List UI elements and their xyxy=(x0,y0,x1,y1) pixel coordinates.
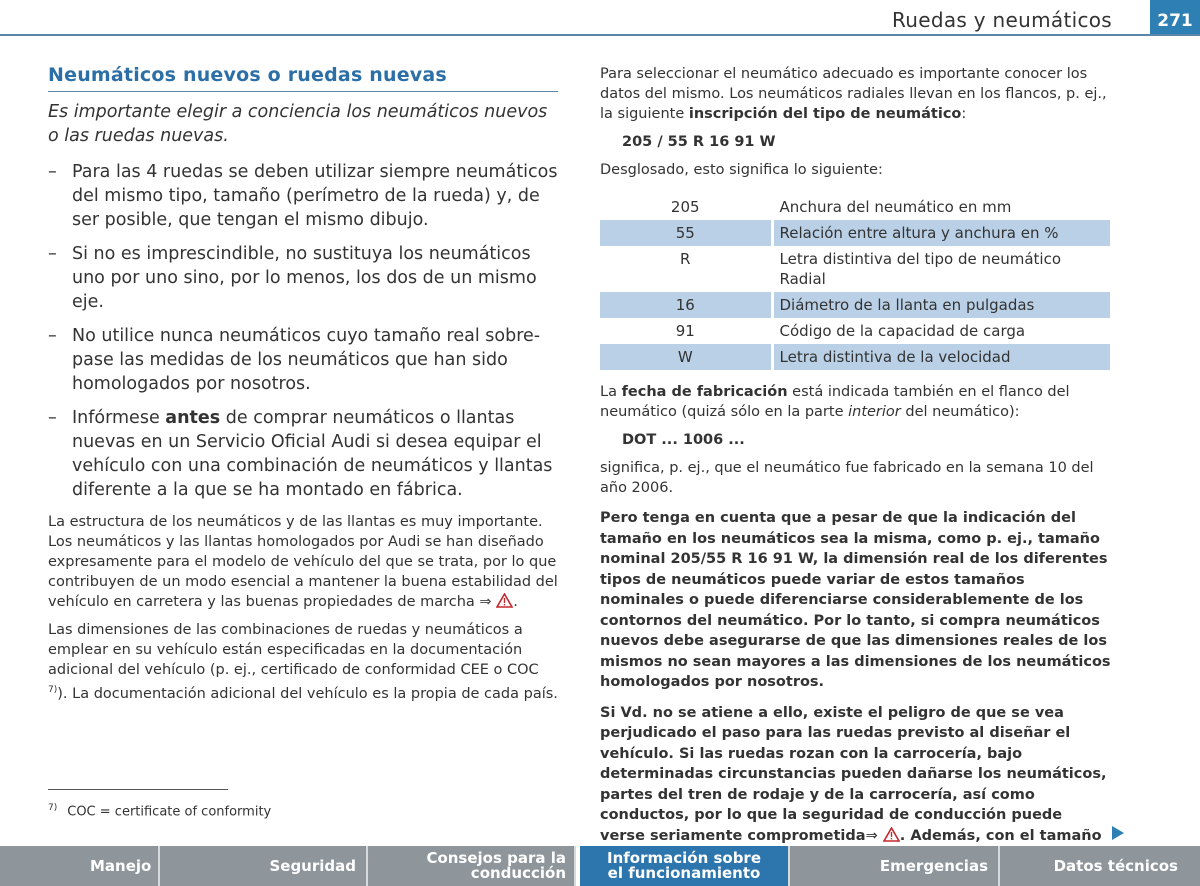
list-item-text: de comprar neumáticos o llantas nuevas en un Servicio Oficial Audi si desea equipar el vehículo con una combinación de neumáticos y llantas diferente a la que se ha montado en fábrica. xyxy=(72,408,553,500)
paragraph-italic: interior xyxy=(848,404,901,420)
header-rule xyxy=(0,34,1200,36)
list-item: – No utilice nunca neumáticos cuyo tamaño real sobrepase las medidas de los neumáticos que han sido homologados por nosotros. xyxy=(48,324,558,396)
nav-tab-manejo[interactable]: Manejo xyxy=(0,846,160,886)
dimensions-paragraph xyxy=(48,620,558,704)
table-meaning-cell: Anchura del neumático en mm xyxy=(772,194,1110,220)
dot-explanation: significa, p. ej., que el neumático fue fabricado en la semana 10 del año 2006. xyxy=(600,460,1094,496)
table-meaning-cell: Código de la capacidad de carga xyxy=(772,318,1110,344)
nav-tab-consejos[interactable]: Consejos para la conducción xyxy=(368,846,576,886)
size-warning-paragraph: Pero tenga en cuenta que a pesar de que la indicación del tamaño en los neumáticos sea la misma, como p. ej., tamaño nominal 205/55 R 16 91 W, la dimensión real de los diferentes tipos de neumáticos puede variar de estos tamaños nominales o puede diferenciarse considerablemente de los contornos del neumático. Por lo tanto, si compra neumáticos nuevos debe asegurarse de que las dimensiones reales de los mismos no sean mayores a las dimensiones de los neumáticos homologados por nosotros. xyxy=(600,510,1111,690)
paragraph-text: del neumático): xyxy=(900,404,1020,420)
footnote-mark: 7) xyxy=(48,803,58,813)
section-intro: Es importante elegir a conciencia los neumáticos nuevos o las ruedas nuevas. xyxy=(48,102,548,146)
tire-code: 205 / 55 R 16 91 W xyxy=(622,134,776,150)
nav-tab-seguridad[interactable]: Seguridad xyxy=(160,846,368,886)
paragraph-text: . Además, con el tamaño xyxy=(899,827,1102,844)
table-row xyxy=(600,344,1110,370)
table-code-cell: 55 xyxy=(600,220,772,246)
paragraph-text: Las dimensiones de las combinaciones de ruedas y neumáticos a emplear en su vehículo están especificadas en la documentación adicional del vehículo (p. ej., certificado de conformidad CEE o COC xyxy=(48,622,539,678)
nav-tab-emergencias[interactable]: Emergencias xyxy=(790,846,1000,886)
warning-icon xyxy=(496,593,513,608)
paragraph-text: está indicada también en el flanco del neumático (quizá sólo en la parte xyxy=(600,384,1070,420)
nav-tab-label: Información sobre el funcionamiento xyxy=(606,849,762,882)
table-code-cell: 16 xyxy=(600,292,772,318)
footnote xyxy=(48,803,271,819)
chapter-nav xyxy=(0,846,1200,886)
continue-arrow-icon xyxy=(1112,826,1124,840)
paragraph-text: La xyxy=(600,384,622,400)
table-meaning-cell: Diámetro de la llanta en pulgadas xyxy=(772,292,1110,318)
paragraph-text: ). La documentación adicional del vehículo es la propia de cada país. xyxy=(57,685,558,702)
tire-data-paragraph xyxy=(600,64,1112,124)
advice-list xyxy=(48,160,558,502)
running-header-title: Ruedas y neumáticos xyxy=(891,8,1112,32)
reference-arrow: ⇒ xyxy=(865,827,878,844)
page-number-badge: 271 xyxy=(1150,0,1200,36)
table-row xyxy=(600,246,1110,292)
warning-icon xyxy=(883,827,900,842)
list-item xyxy=(48,406,558,502)
paragraph-text: La estructura de los neumáticos y de las llantas es muy importante. Los neumáticos y las llantas homologados por Audi se han diseñado expresamente para el modelo de vehículo del que se trata, por lo que contribuyen de un modo esencial a mantener la buena estabilidad del vehículo en carretera y las buenas propiedades de marcha xyxy=(48,514,558,610)
table-code-cell: 91 xyxy=(675,322,695,340)
table-row xyxy=(600,194,1110,220)
clearance-warning-paragraph xyxy=(600,703,1112,847)
footnote-divider xyxy=(48,789,228,790)
paragraph-emphasis: fecha de fabricación xyxy=(621,384,788,400)
section-title: Neumáticos nuevos o ruedas nuevas xyxy=(48,64,558,92)
table-code-cell: R xyxy=(680,250,691,268)
paragraph-emphasis: inscripción del tipo de neumático xyxy=(688,106,962,122)
dot-code: DOT ... 1006 ... xyxy=(622,432,745,448)
table-row xyxy=(600,220,1110,246)
list-item-text: Infórmese xyxy=(72,408,166,428)
table-meaning-cell: Letra distintiva del tipo de neumático Radial xyxy=(772,246,1110,292)
list-item: – Si no es imprescindible, no sustituya los neumáticos uno por uno sino, por lo menos, los dos de un mismo eje. xyxy=(48,242,558,314)
breakdown-intro: Desglosado, esto significa lo siguiente: xyxy=(600,162,883,178)
table-code-cell: W xyxy=(600,344,772,370)
table-meaning-cell: Relación entre altura y anchura en % xyxy=(772,220,1110,246)
paragraph-text: Si Vd. no se atiene a ello, existe el peligro de que se vea perjudicado el paso para las ruedas previsto al diseñar el vehículo. Si las ruedas rozan con la carrocería, bajo determinadas circunstancias pueden dañarse los neumáticos, partes del tren de rodaje y de la carrocería, así como conductos, por lo que la seguridad de conducción puede verse seriamente comprometida xyxy=(600,704,1107,844)
table-code-cell: 205 xyxy=(670,198,700,216)
footnote-text: COC = certificate of conformity xyxy=(67,804,272,820)
list-item: – Para las 4 ruedas se deben utilizar siempre neumáticos del mismo tipo, tamaño (perímetro de la rueda) y, de ser posible, que tengan el mismo dibujo. xyxy=(48,160,558,232)
structure-paragraph: La estructura de los neumáticos y de las llantas es muy importante. Los neumáticos y las llantas homologados por Audi se han diseñado expresamente para el modelo de vehículo del que se trata, por lo que contribuyen de un modo esencial a mantener la buena estabilidad del vehículo en carretera y las buenas propiedades de marcha ⇒ . xyxy=(48,514,558,610)
table-meaning-cell: Letra distintiva de la velocidad xyxy=(772,344,1110,370)
table-row xyxy=(600,318,1110,344)
nav-tab-informacion[interactable] xyxy=(580,846,790,886)
tire-code-table xyxy=(600,194,1110,370)
table-row xyxy=(600,292,1110,318)
left-column xyxy=(48,64,558,704)
paragraph-text: : xyxy=(961,106,967,122)
manufacture-date-paragraph xyxy=(600,382,1112,422)
footnote-reference: 7) xyxy=(48,685,58,695)
paragraph-text: Para seleccionar el neumático adecuado es importante conocer los datos del mismo. Los neumáticos radiales llevan en los flancos, p. ej., la siguiente xyxy=(600,66,1107,122)
list-item-emphasis: antes xyxy=(165,408,221,428)
reference-arrow: ⇒ xyxy=(479,594,492,610)
nav-tab-datos-tecnicos[interactable]: Datos técnicos xyxy=(1000,846,1200,886)
right-column xyxy=(600,64,1112,846)
